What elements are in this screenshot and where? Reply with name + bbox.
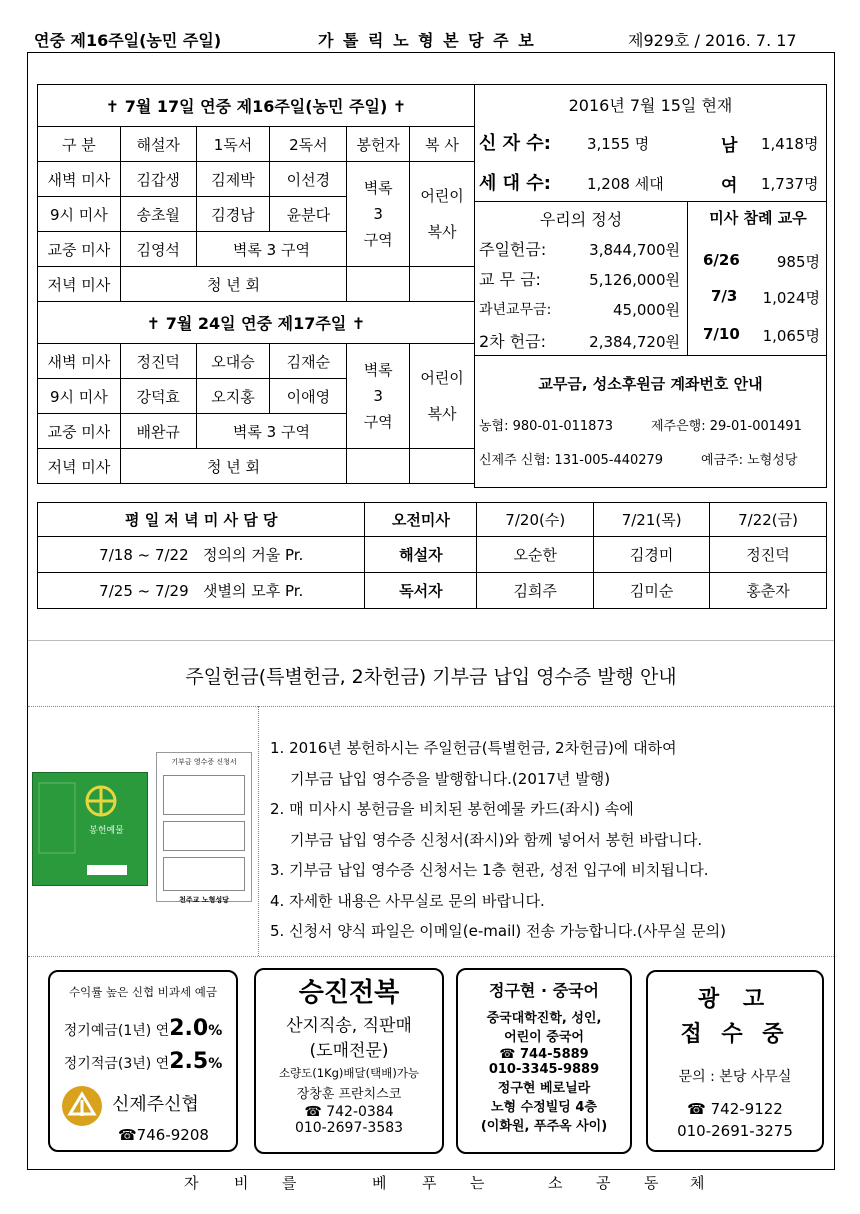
offering-label: 교 무 금: bbox=[479, 270, 541, 289]
ad-text: 010-3345-9889 bbox=[488, 1062, 600, 1077]
readers-group: 벽록 3 구역 bbox=[196, 414, 347, 449]
week1-title: ✝ 7월 17일 연중 제16주일(농민 주일) ✝ bbox=[38, 85, 475, 127]
morning-date: 7/22(금) bbox=[710, 503, 827, 537]
reader2: 이애영 bbox=[270, 379, 347, 414]
form-org: 천주교 노형성당 bbox=[179, 896, 229, 904]
mass-schedule bbox=[37, 84, 475, 484]
youth-group: 청 년 회 bbox=[120, 267, 346, 302]
readers-group: 벽록 3 구역 bbox=[196, 232, 347, 267]
mass-label: 교중 미사 bbox=[38, 232, 121, 267]
ad-text: 노형 수정빌딩 4층 bbox=[490, 1100, 597, 1115]
ad-rate: 정기적금(3년) 연2.5% bbox=[63, 1049, 223, 1074]
account-line: 농협: 980-01-011873 bbox=[479, 419, 613, 434]
weekday-title: 평 일 저 녁 미 사 담 당 bbox=[38, 503, 365, 537]
col-header: 2독서 bbox=[270, 127, 347, 162]
ad-text: 소량도(1Kg)배달(택배)가능 bbox=[278, 1066, 420, 1080]
ad-text: 010-2697-3583 bbox=[294, 1120, 404, 1136]
mass-label: 저녁 미사 bbox=[38, 449, 121, 484]
ad-title: 정구현 · 중국어 bbox=[489, 981, 599, 1000]
female-value: 1,737명 bbox=[761, 175, 819, 193]
mass-label: 교중 미사 bbox=[38, 414, 121, 449]
commentator: 정진덕 bbox=[710, 537, 827, 573]
attendance-value: 1,065명 bbox=[762, 327, 820, 345]
server-cell: 어린이 복사 bbox=[410, 344, 475, 449]
footer-char: 비 bbox=[234, 1174, 249, 1192]
offering-label: 주일헌금: bbox=[479, 240, 547, 259]
reader-label: 독서자 bbox=[365, 573, 477, 609]
attendance-date: 7/10 bbox=[703, 325, 740, 343]
receipt-form-image bbox=[156, 752, 252, 902]
weekday-schedule bbox=[37, 502, 827, 609]
page-header bbox=[28, 28, 834, 52]
commentator: 정진덕 bbox=[120, 344, 196, 379]
commentator: 김갑생 bbox=[120, 162, 196, 197]
mass-label: 새벽 미사 bbox=[38, 162, 121, 197]
col-header: 복 사 bbox=[410, 127, 475, 162]
header-center: 가 톨 릭 노 형 본 당 주 보 bbox=[318, 31, 536, 50]
believers-value: 3,155 명 bbox=[587, 135, 650, 153]
card-label: 봉헌예물 bbox=[89, 826, 124, 836]
mass-label: 저녁 미사 bbox=[38, 267, 121, 302]
reader1: 오대승 bbox=[196, 344, 270, 379]
ad-text: ☎746-9208 bbox=[118, 1126, 209, 1144]
commentator: 오순한 bbox=[477, 537, 594, 573]
weekday-row: 7/18 ~ 7/22 정의의 거울 Pr. bbox=[38, 537, 365, 573]
notice-item: 1. 2016년 봉헌하시는 주일헌금(특별헌금, 2차헌금)에 대하여 bbox=[270, 739, 677, 757]
reader1: 오지홍 bbox=[196, 379, 270, 414]
reader: 홍춘자 bbox=[710, 573, 827, 609]
ad-title: 광 고 bbox=[697, 986, 773, 1012]
header-left: 연중 제16주일(농민 주일) bbox=[34, 31, 222, 50]
server-cell: 어린이 복사 bbox=[410, 162, 475, 267]
ad-text: 신제주신협 bbox=[112, 1094, 199, 1115]
reader2: 이선경 bbox=[270, 162, 347, 197]
account-line: 제주은행: 29-01-001491 bbox=[651, 419, 802, 434]
commentator-label: 해설자 bbox=[365, 537, 477, 573]
weekday-row: 7/25 ~ 7/29 샛별의 모후 Pr. bbox=[38, 573, 365, 609]
ad-text: 정구현 베로닐라 bbox=[497, 1081, 591, 1096]
footer-char: 소 bbox=[548, 1174, 563, 1192]
notice-item: 2. 매 미사시 봉헌금을 비치된 봉헌예물 카드(좌시) 속에 bbox=[270, 800, 634, 818]
households-value: 1,208 세대 bbox=[587, 175, 664, 193]
ad-text: 010-2691-3275 bbox=[677, 1122, 793, 1140]
ad-text: 중국대학진학, 성인, bbox=[486, 1011, 602, 1026]
ad-title: 접 수 중 bbox=[680, 1021, 790, 1047]
ad-text: 어린이 중국어 bbox=[504, 1030, 584, 1045]
reader1: 김제박 bbox=[196, 162, 270, 197]
male-value: 1,418명 bbox=[761, 135, 819, 153]
attendance-title: 미사 참례 교우 bbox=[709, 209, 807, 227]
notice-item: 4. 자세한 내용은 사무실로 문의 바랍니다. bbox=[270, 891, 545, 910]
offering-value: 45,000원 bbox=[613, 301, 680, 319]
households-label: 세 대 수: bbox=[479, 173, 551, 194]
mass-label: 새벽 미사 bbox=[38, 344, 121, 379]
commentator: 강덕효 bbox=[120, 379, 196, 414]
offerings-title: 우리의 정성 bbox=[539, 210, 623, 229]
ad-rate: 정기예금(1년) 연2.0% bbox=[63, 1016, 223, 1041]
ad-text: ☎ 744-5889 bbox=[499, 1047, 589, 1062]
stats-date: 2016년 7월 15일 현재 bbox=[568, 96, 733, 115]
attendance-date: 6/26 bbox=[703, 251, 740, 269]
col-header: 봉헌자 bbox=[347, 127, 410, 162]
offering-label: 과년교무금: bbox=[479, 302, 552, 318]
offering-value: 2,384,720원 bbox=[589, 333, 680, 351]
ad-title: 승진전복 bbox=[298, 978, 400, 1008]
morning-date: 7/21(목) bbox=[594, 503, 710, 537]
ad-text: 산지직송, 직판매 bbox=[286, 1016, 412, 1036]
stats-panel bbox=[474, 84, 827, 488]
morning-mass-label: 오전미사 bbox=[365, 503, 477, 537]
male-label: 남 bbox=[721, 136, 738, 156]
attendance-date: 7/3 bbox=[711, 287, 738, 305]
mass-label: 9시 미사 bbox=[38, 197, 121, 232]
commentator: 송초월 bbox=[120, 197, 196, 232]
col-header: 해설자 bbox=[120, 127, 196, 162]
footer-char: 푸 bbox=[422, 1174, 437, 1192]
notice-item: 5. 신청서 양식 파일은 이메일(e-mail) 전송 가능합니다.(사무실 문의) bbox=[270, 922, 726, 940]
attendance-value: 1,024명 bbox=[762, 289, 820, 307]
commentator: 배완규 bbox=[120, 414, 196, 449]
notice-list bbox=[270, 733, 726, 947]
ad-text: (도매전문) bbox=[309, 1041, 389, 1061]
offering-label: 2차 헌금: bbox=[479, 332, 547, 351]
offerer-cell: 벽록 3 구역 bbox=[347, 344, 410, 449]
offering-value: 5,126,000원 bbox=[589, 271, 680, 289]
commentator: 김경미 bbox=[594, 537, 710, 573]
footer-char: 를 bbox=[282, 1174, 297, 1192]
believers-label: 신 자 수: bbox=[479, 133, 551, 154]
morning-date: 7/20(수) bbox=[477, 503, 594, 537]
mass-label: 9시 미사 bbox=[38, 379, 121, 414]
week2-title: ✝ 7월 24일 연중 제17주일 ✝ bbox=[38, 302, 475, 344]
offerer-cell: 벽록 3 구역 bbox=[347, 162, 410, 267]
ad-text: 장창훈 프란치스코 bbox=[296, 1087, 402, 1102]
reader2: 윤분다 bbox=[270, 197, 347, 232]
reader2: 김재순 bbox=[270, 344, 347, 379]
notice-item: 기부금 납입 영수증 신청서(좌시)와 함께 넣어서 봉헌 바랍니다. bbox=[290, 830, 703, 849]
offering-value: 3,844,700원 bbox=[589, 241, 680, 259]
account-line: 예금주: 노형성당 bbox=[701, 453, 798, 468]
footer-char: 자 bbox=[184, 1174, 199, 1192]
ad-shinhyup bbox=[48, 970, 238, 1152]
notice-title: 주일헌금(특별헌금, 2차헌금) 기부금 납입 영수증 발행 안내 bbox=[185, 666, 677, 688]
footer-char: 공 bbox=[596, 1174, 611, 1192]
form-title: 기부금 영수증 신청서 bbox=[171, 758, 237, 766]
account-line: 신제주 신협: 131-005-440279 bbox=[479, 453, 664, 468]
ad-text: ☎ 742-9122 bbox=[687, 1100, 783, 1118]
reader: 김미순 bbox=[594, 573, 710, 609]
col-header: 1독서 bbox=[196, 127, 270, 162]
footer-char: 동 bbox=[644, 1174, 659, 1192]
ad-box bbox=[646, 970, 824, 1152]
footer-char: 는 bbox=[470, 1174, 485, 1192]
account-title: 교무금, 성소후원금 계좌번호 안내 bbox=[538, 375, 763, 393]
reader: 김희주 bbox=[477, 573, 594, 609]
offering-card-image bbox=[32, 772, 148, 886]
ad-text: 문의 : 본당 사무실 bbox=[678, 1069, 792, 1085]
footer-char: 베 bbox=[372, 1174, 387, 1192]
notice-item: 3. 기부금 납입 영수증 신청서는 1층 현관, 성전 입구에 비치됩니다. bbox=[270, 861, 709, 879]
attendance-value: 985명 bbox=[776, 253, 820, 271]
ad-text: 수익률 높은 신협 비과세 예금 bbox=[69, 985, 217, 999]
ad-seungjin bbox=[254, 968, 444, 1154]
notice-item: 기부금 납입 영수증을 발행합니다.(2017년 발행) bbox=[290, 769, 611, 788]
youth-group: 청 년 회 bbox=[120, 449, 346, 484]
ad-text: (이화원, 푸주옥 사이) bbox=[480, 1119, 608, 1134]
col-header: 구 분 bbox=[38, 127, 121, 162]
female-label: 여 bbox=[721, 176, 738, 196]
shinhyup-logo-icon bbox=[60, 1084, 104, 1132]
ad-chinese bbox=[456, 968, 632, 1154]
commentator: 김영석 bbox=[120, 232, 196, 267]
reader1: 김경남 bbox=[196, 197, 270, 232]
header-right: 제929호 / 2016. 7. 17 bbox=[628, 31, 797, 50]
ad-text: ☎ 742-0384 bbox=[304, 1104, 394, 1120]
footer-char: 체 bbox=[690, 1174, 705, 1192]
